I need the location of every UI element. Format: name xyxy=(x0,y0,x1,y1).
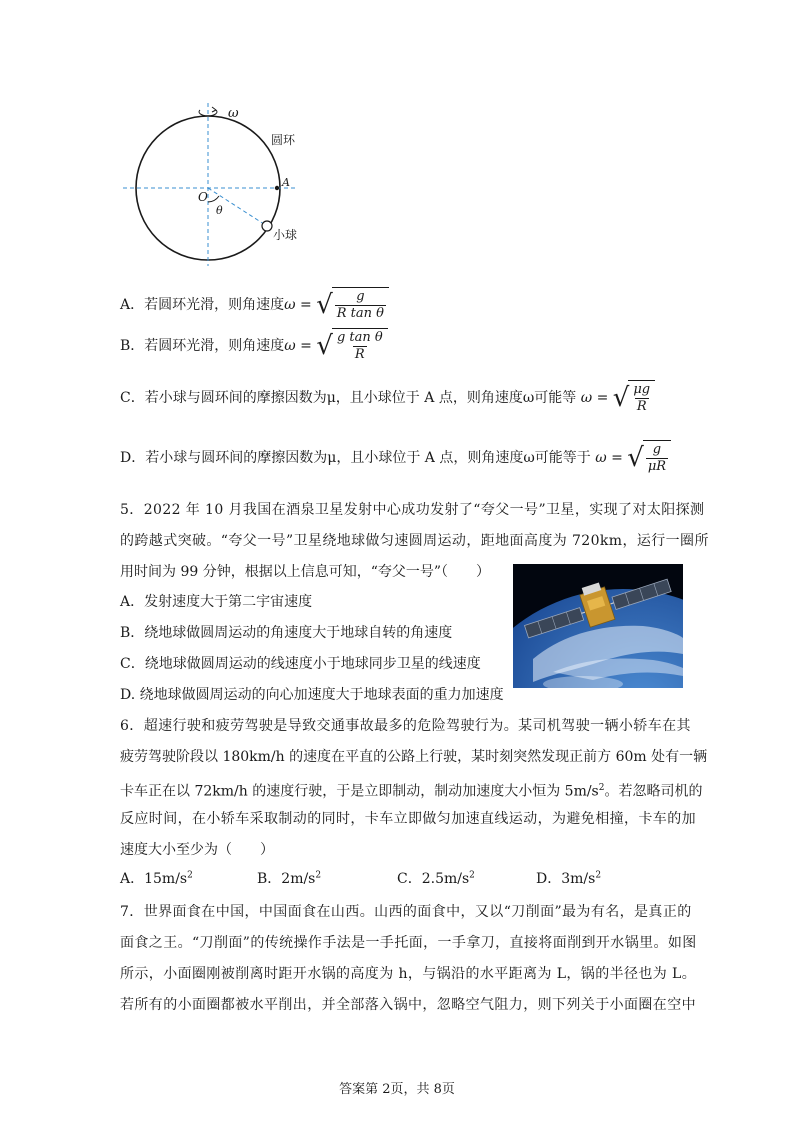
q7-line3: 所示，小面圈刚被削离时距开水锅的高度为 h，与锅沿的水平距离为 L，锅的半径也为 L。 xyxy=(120,966,697,982)
q6-option-d: D．$3m/s^2$ xyxy=(536,870,602,887)
q5-option-d: D. 绕地球做圆周运动的向心加速度大于地球表面的重力加速度 xyxy=(120,687,504,703)
q6-line5: 速度大小至少为（ ） xyxy=(120,842,274,858)
option-d-text: D．若小球与圆环间的摩擦因数为μ，且小球位于 A 点，则角速度ω可能等于 xyxy=(120,450,591,466)
q6-line4: 反应时间，在小轿车采取制动的同时，卡车立即做匀加速直线运动，为避免相撞，卡车的加 xyxy=(120,811,696,827)
q6-line1: 6．超速行驶和疲劳驾驶是导致交通事故最多的危险驾驶行为。某司机驾驶一辆小轿车在其 xyxy=(120,718,691,734)
satellite-earth-image xyxy=(513,564,683,688)
sqrt-d: √ $\frac{g}{\mu R}$ xyxy=(627,440,671,476)
q7-line1: 7．世界面食在中国，中国面食在山西。山西的面食中，又以“刀削面”最为有名，是真正的 xyxy=(120,904,692,920)
q6-line3: 卡车正在以 72km/h 的速度行驶，于是立即制动，制动加速度大小恒为 $5m/s^2$。若忽略司机的 xyxy=(120,783,703,800)
theta-label: θ xyxy=(216,204,223,217)
sqrt-b: √ $\frac{\text{g tan θ}}{R}$ xyxy=(316,328,387,364)
omega-label: ω xyxy=(228,106,239,121)
sqrt-a: √ $\frac{g}{\text{R tan θ}}$ xyxy=(316,287,389,323)
q5-line2: 的跨越式突破。“夸父一号”卫星绕地球做匀速圆周运动，距地面高度为 720km，运行一圈所 xyxy=(120,533,709,549)
option-a: A．若圆环光滑，则角速度ω = √ $\frac{g}{\text{R tan θ}}$ xyxy=(120,287,389,323)
option-a-text: A．若圆环光滑，则角速度 xyxy=(120,297,285,313)
q5-option-c: C．绕地球做圆周运动的线速度小于地球同步卫星的线速度 xyxy=(120,656,481,672)
page-footer: 答案第 2页，共 8页 xyxy=(339,1082,455,1097)
q7-line2: 面食之王。“刀削面”的传统操作手法是一手托面，一手拿刀，直接将面削到开水锅里。如图 xyxy=(120,935,697,951)
center-o-label: O xyxy=(198,190,208,204)
option-c: C．若小球与圆环间的摩擦因数为μ，且小球位于 A 点，则角速度ω可能等 ω = √ $\frac{\mu g}{R}$ xyxy=(120,380,655,416)
q5-option-b: B．绕地球做圆周运动的角速度大于地球自转的角速度 xyxy=(120,625,453,641)
option-c-text: C．若小球与圆环间的摩擦因数为μ，且小球位于 A 点，则角速度ω可能等 xyxy=(120,390,577,406)
q5-line1: 5．2022 年 10 月我国在酒泉卫星发射中心成功发射了“夸父一号”卫星，实现了对太阳探测 xyxy=(120,502,705,518)
option-b: B．若圆环光滑，则角速度ω = √ $\frac{\text{g tan θ}}{R}$ xyxy=(120,328,388,364)
point-a-label: A xyxy=(282,176,290,189)
q6-line2: 疲劳驾驶阶段以 180km/h 的速度在平直的公路上行驶，某时刻突然发现正前方 60m 处有一辆 xyxy=(120,749,708,765)
sqrt-c: √ $\frac{\mu g}{R}$ xyxy=(613,380,655,416)
q7-line4: 若所有的小面圈都被水平削出，并全部落入锅中，忽略空气阻力，则下列关于小面圈在空中 xyxy=(120,997,696,1013)
option-b-text: B．若圆环光滑，则角速度 xyxy=(120,338,285,354)
q5-option-a: A．发射速度大于第二宇宙速度 xyxy=(120,594,313,610)
ball-label: 小球 xyxy=(273,228,298,242)
q6-option-b: B．$2m/s^2$ xyxy=(257,870,322,887)
option-d: D．若小球与圆环间的摩擦因数为μ，且小球位于 A 点，则角速度ω可能等于 ω = √ $\frac{g}{\mu R}$ xyxy=(120,440,671,476)
q5-line3: 用时间为 99 分钟，根据以上信息可知，“夸父一号”（ ） xyxy=(120,564,491,580)
q6-option-a: A．$15m/s^2$ xyxy=(120,870,193,887)
ring-label: 圆环 xyxy=(271,133,296,147)
q6-option-c: C．$2.5m/s^2$ xyxy=(397,870,475,887)
